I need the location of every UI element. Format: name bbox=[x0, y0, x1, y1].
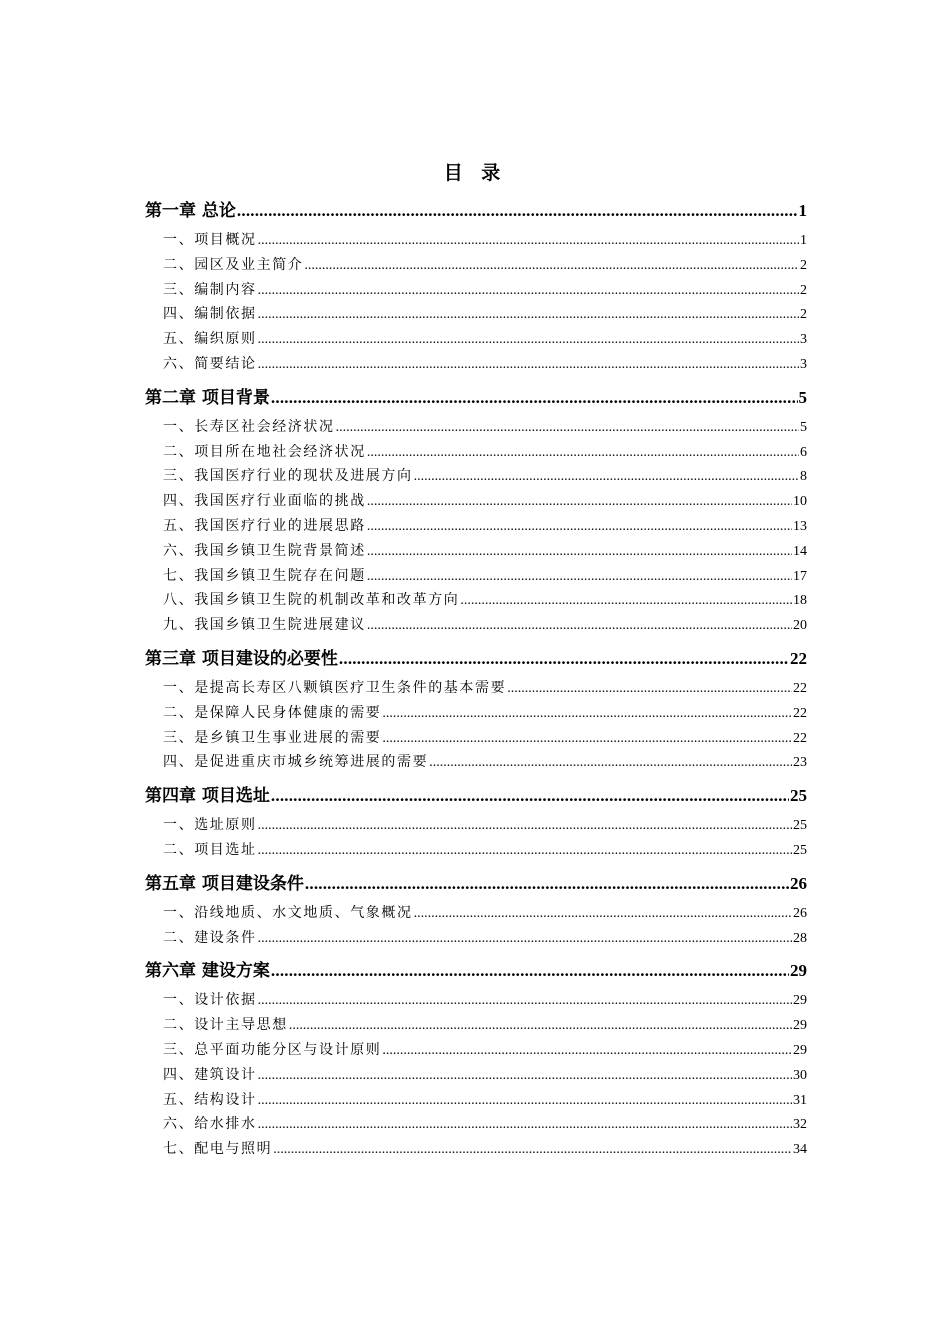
toc-section-entry-label: 一、是提高长寿区八颗镇医疗卫生条件的基本需要 bbox=[163, 679, 507, 696]
toc-chapter-entry-label: 第五章 项目建设条件 bbox=[145, 873, 304, 894]
toc-section-entry-label: 一、项目概况 bbox=[163, 232, 257, 248]
toc-section-entry-page-number: 26 bbox=[793, 905, 807, 921]
toc-chapter-entry-page-number: 26 bbox=[790, 873, 807, 893]
toc-chapter-entry[interactable] bbox=[145, 867, 807, 901]
toc-section-entry-label: 三、我国医疗行业的现状及进展方向 bbox=[163, 468, 413, 485]
toc-section-entry-label: 一、沿线地质、水文地质、气象概况 bbox=[163, 904, 413, 921]
toc-section-entry[interactable] bbox=[145, 813, 807, 838]
toc-section-entry[interactable] bbox=[145, 613, 807, 638]
dot-leader bbox=[414, 902, 792, 927]
toc-section-entry-label: 一、选址原则 bbox=[163, 817, 257, 834]
toc-section-entry[interactable] bbox=[145, 1013, 807, 1038]
toc-chapter-entry-label: 第二章 项目背景 bbox=[145, 387, 270, 408]
toc-section-entry-page-number: 22 bbox=[793, 680, 807, 696]
toc-section-entry[interactable] bbox=[145, 415, 807, 440]
toc-chapter-entry-label: 第四章 项目选址 bbox=[145, 786, 270, 807]
dot-leader bbox=[460, 589, 792, 614]
toc-section-entry-page-number: 29 bbox=[793, 1042, 807, 1058]
toc-section-entry[interactable] bbox=[145, 1137, 807, 1162]
toc-section-entry[interactable] bbox=[145, 838, 807, 863]
dot-leader bbox=[367, 441, 799, 466]
dot-leader bbox=[258, 1113, 792, 1138]
dot-leader bbox=[258, 927, 792, 952]
toc-section-entry-page-number: 13 bbox=[793, 518, 807, 534]
toc-section-entry[interactable] bbox=[145, 988, 807, 1013]
toc-section-entry[interactable] bbox=[145, 564, 807, 589]
dot-leader bbox=[336, 416, 799, 441]
toc-section-entry-page-number: 5 bbox=[800, 419, 807, 435]
toc-section-entry-label: 七、配电与照明 bbox=[163, 1141, 273, 1158]
dot-leader bbox=[258, 279, 799, 304]
toc-section-entry-page-number: 3 bbox=[800, 332, 807, 348]
dot-leader bbox=[258, 328, 799, 353]
dot-leader bbox=[258, 303, 799, 328]
dot-leader bbox=[258, 1089, 792, 1114]
toc-section-entry[interactable] bbox=[145, 901, 807, 926]
toc-section-entry[interactable] bbox=[145, 253, 807, 278]
toc-chapter-entry[interactable] bbox=[145, 194, 807, 228]
toc-section-entry-page-number: 29 bbox=[793, 1018, 807, 1034]
toc-section-entry[interactable] bbox=[145, 588, 807, 613]
dot-leader bbox=[258, 814, 792, 839]
dot-leader bbox=[237, 194, 798, 228]
toc-section-entry[interactable] bbox=[145, 352, 807, 377]
toc-section-entry-label: 二、设计主导思想 bbox=[163, 1017, 288, 1034]
dot-leader bbox=[382, 702, 792, 727]
toc-chapter-entry-page-number: 25 bbox=[790, 786, 807, 806]
toc-section-entry-page-number: 31 bbox=[793, 1092, 807, 1108]
toc-section-entry-page-number: 32 bbox=[793, 1117, 807, 1133]
toc-section-entry-label: 七、我国乡镇卫生院存在问题 bbox=[163, 567, 366, 584]
toc-section-entry[interactable] bbox=[145, 1038, 807, 1063]
toc-section-entry[interactable] bbox=[145, 228, 807, 253]
toc-section-entry-label: 三、是乡镇卫生事业进展的需要 bbox=[163, 729, 382, 746]
toc-section-entry[interactable] bbox=[145, 750, 807, 775]
toc-section-entry-page-number: 28 bbox=[793, 930, 807, 946]
dot-leader bbox=[429, 751, 792, 776]
toc-section-entry[interactable] bbox=[145, 1112, 807, 1137]
toc-chapter-entry[interactable] bbox=[145, 779, 807, 813]
toc-chapter-entry-label: 第六章 建设方案 bbox=[145, 961, 270, 982]
toc-section-entry-page-number: 8 bbox=[800, 469, 807, 485]
toc-section-entry-page-number: 25 bbox=[793, 842, 807, 858]
toc-section-entry-page-number: 23 bbox=[793, 755, 807, 771]
dot-leader bbox=[414, 465, 799, 490]
dot-leader bbox=[273, 1138, 792, 1163]
toc-section-entry[interactable] bbox=[145, 539, 807, 564]
toc-section-entry-label: 二、建设条件 bbox=[163, 929, 257, 946]
toc-section-entry-label: 二、是保障人民身体健康的需要 bbox=[163, 704, 382, 721]
dot-leader bbox=[382, 727, 792, 752]
table-of-contents bbox=[145, 190, 807, 1162]
toc-section-entry[interactable] bbox=[145, 489, 807, 514]
toc-section-entry-label: 二、项目所在地社会经济状况 bbox=[163, 443, 366, 460]
toc-section-entry[interactable] bbox=[145, 726, 807, 751]
toc-section-entry[interactable] bbox=[145, 464, 807, 489]
toc-chapter-entry-label: 第一章 总论 bbox=[145, 201, 236, 221]
toc-section-entry[interactable] bbox=[145, 926, 807, 951]
toc-section-entry[interactable] bbox=[145, 327, 807, 352]
dot-leader bbox=[258, 989, 792, 1014]
toc-section-entry[interactable] bbox=[145, 1088, 807, 1113]
toc-section-entry[interactable] bbox=[145, 676, 807, 701]
toc-chapter-entry-page-number: 29 bbox=[790, 961, 807, 981]
toc-section-entry-label: 六、给水排水 bbox=[163, 1116, 257, 1133]
dot-leader bbox=[367, 565, 792, 590]
toc-section-entry-page-number: 34 bbox=[793, 1142, 807, 1158]
toc-chapter-entry-page-number: 5 bbox=[798, 387, 807, 407]
toc-section-entry-page-number: 29 bbox=[793, 993, 807, 1009]
toc-section-entry[interactable] bbox=[145, 278, 807, 303]
toc-section-entry-page-number: 2 bbox=[800, 307, 807, 323]
toc-section-entry-page-number: 10 bbox=[793, 494, 807, 510]
toc-section-entry-page-number: 30 bbox=[793, 1067, 807, 1083]
toc-section-entry-label: 六、简要结论 bbox=[163, 355, 257, 372]
toc-section-entry-page-number: 6 bbox=[800, 444, 807, 460]
toc-section-entry-page-number: 2 bbox=[800, 257, 807, 273]
dot-leader bbox=[339, 642, 789, 676]
dot-leader bbox=[258, 1064, 792, 1089]
toc-section-entry-label: 四、编制依据 bbox=[163, 306, 257, 323]
toc-section-entry-label: 一、设计依据 bbox=[163, 992, 257, 1009]
toc-chapter-entry[interactable] bbox=[145, 381, 807, 415]
dot-leader bbox=[305, 867, 789, 901]
toc-section-entry-page-number: 14 bbox=[793, 543, 807, 559]
toc-chapter-entry[interactable] bbox=[145, 642, 807, 676]
toc-chapter-entry-page-number: 1 bbox=[798, 201, 807, 220]
toc-section-entry-page-number: 22 bbox=[793, 730, 807, 746]
toc-section-entry-page-number: 25 bbox=[793, 818, 807, 834]
dot-leader bbox=[258, 229, 799, 254]
toc-section-entry[interactable] bbox=[145, 514, 807, 539]
toc-section-entry-label: 五、结构设计 bbox=[163, 1091, 257, 1108]
dot-leader bbox=[507, 677, 792, 702]
dot-leader bbox=[271, 381, 798, 415]
dot-leader bbox=[382, 1039, 792, 1064]
toc-section-entry-label: 二、项目选址 bbox=[163, 841, 257, 858]
toc-chapter-entry-page-number: 22 bbox=[790, 648, 807, 668]
toc-section-entry-page-number: 1 bbox=[800, 233, 807, 248]
dot-leader bbox=[304, 254, 799, 279]
toc-section-entry-label: 二、园区及业主简介 bbox=[163, 256, 304, 273]
toc-section-entry-label: 一、长寿区社会经济状况 bbox=[163, 418, 335, 435]
dot-leader bbox=[367, 614, 792, 639]
toc-section-entry-label: 五、编织原则 bbox=[163, 331, 257, 348]
dot-leader bbox=[258, 353, 799, 378]
dot-leader bbox=[289, 1014, 792, 1039]
toc-section-entry-label: 五、我国医疗行业的进展思路 bbox=[163, 517, 366, 534]
toc-chapter-entry-label: 第三章 项目建设的必要性 bbox=[145, 648, 338, 669]
dot-leader bbox=[367, 515, 792, 540]
toc-section-entry-label: 四、我国医疗行业面临的挑战 bbox=[163, 493, 366, 510]
toc-section-entry[interactable] bbox=[145, 302, 807, 327]
toc-section-entry-label: 四、是促进重庆市城乡统筹进展的需要 bbox=[163, 754, 429, 771]
dot-leader bbox=[367, 490, 792, 515]
toc-section-entry-label: 三、编制内容 bbox=[163, 281, 257, 298]
toc-section-entry[interactable] bbox=[145, 701, 807, 726]
dot-leader bbox=[271, 779, 789, 813]
toc-section-entry-page-number: 18 bbox=[793, 593, 807, 609]
dot-leader bbox=[258, 839, 792, 864]
toc-section-entry-label: 三、总平面功能分区与设计原则 bbox=[163, 1041, 382, 1058]
toc-section-entry[interactable] bbox=[145, 440, 807, 465]
toc-title: 目 录 bbox=[443, 162, 507, 184]
toc-section-entry-page-number: 3 bbox=[800, 356, 807, 372]
toc-section-entry-label: 六、我国乡镇卫生院背景简述 bbox=[163, 542, 366, 559]
toc-section-entry-page-number: 17 bbox=[793, 568, 807, 584]
toc-section-entry-label: 九、我国乡镇卫生院进展建议 bbox=[163, 617, 366, 634]
toc-chapter-entry[interactable] bbox=[145, 954, 807, 988]
toc-section-entry-page-number: 22 bbox=[793, 705, 807, 721]
dot-leader bbox=[271, 954, 789, 988]
toc-section-entry-page-number: 2 bbox=[800, 282, 807, 298]
dot-leader bbox=[367, 540, 792, 565]
toc-section-entry-label: 八、我国乡镇卫生院的机制改革和改革方向 bbox=[163, 592, 460, 609]
toc-section-entry[interactable] bbox=[145, 1063, 807, 1088]
toc-section-entry-page-number: 20 bbox=[793, 618, 807, 634]
toc-section-entry-label: 四、建筑设计 bbox=[163, 1066, 257, 1083]
